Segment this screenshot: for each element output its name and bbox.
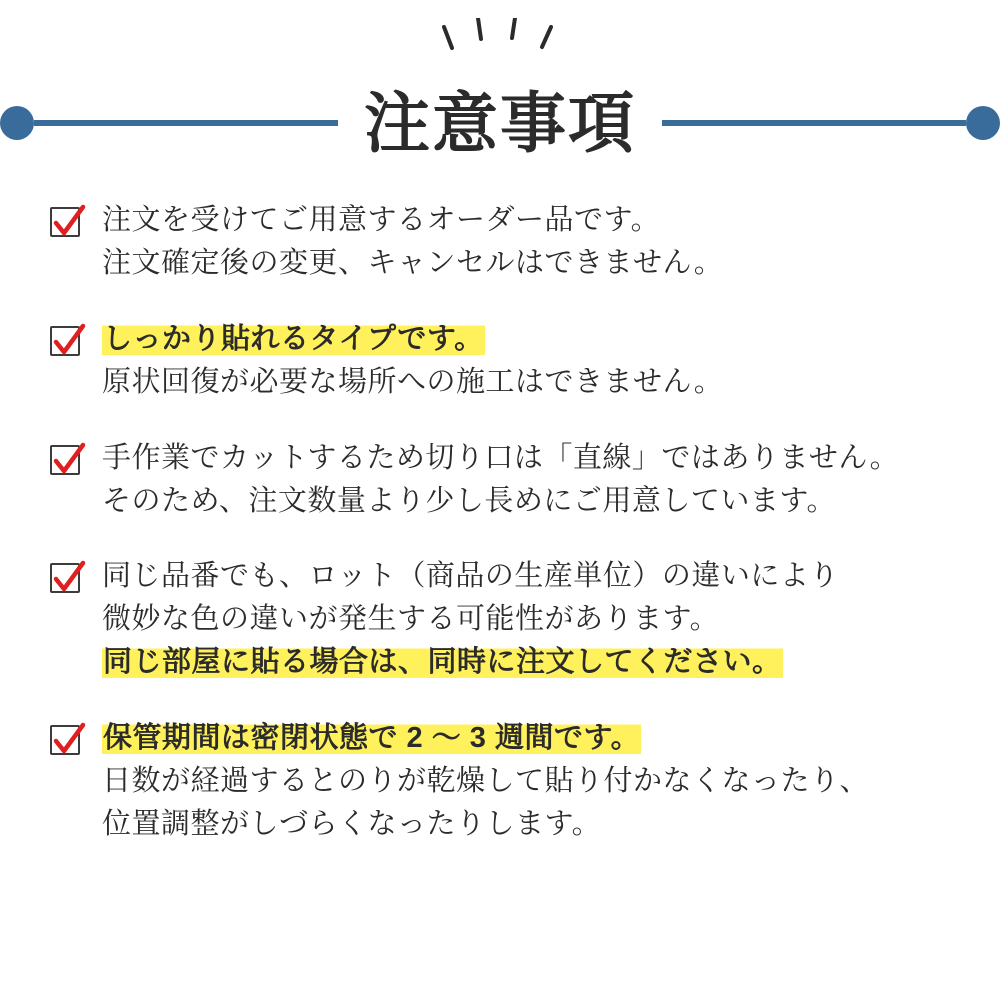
note-line — [102, 641, 960, 684]
list-item — [48, 717, 960, 846]
rule-line-right — [662, 120, 966, 126]
note-line — [102, 199, 960, 242]
rule-dot-left — [0, 106, 34, 140]
list-item — [48, 318, 960, 404]
notes-list — [0, 199, 1000, 846]
rule-dot-right — [966, 106, 1000, 140]
note-line — [102, 242, 960, 285]
note-line — [102, 760, 960, 803]
note-line — [102, 717, 960, 760]
note-text-block — [102, 437, 960, 523]
rule-line-left — [34, 120, 338, 126]
note-line — [102, 598, 960, 641]
list-item — [48, 555, 960, 684]
title-rule-row — [0, 78, 1000, 168]
note-line — [102, 480, 960, 523]
note-line-text: 注文確定後の変更、キャンセルはできません。 — [102, 246, 724, 279]
note-line-text: 注文を受けてご用意するオーダー品です。 — [102, 204, 661, 236]
list-item — [48, 199, 960, 285]
note-line-text-highlighted: しっかり貼れるタイプです。 — [103, 322, 484, 355]
checkbox-checked-icon — [48, 204, 86, 242]
note-line-text: 微妙な色の違いが発生する可能性があります。 — [102, 603, 720, 636]
note-line-text: 手作業でカットするため切り口は「直線」ではありません。 — [102, 441, 900, 474]
note-text-block — [102, 318, 960, 404]
note-line-text: 位置調整がしづらくなったりします。 — [102, 807, 602, 840]
note-text-block — [102, 717, 960, 846]
note-line-text-highlighted: 保管期間は密閉状態で 2 〜 3 週間です。 — [103, 722, 641, 755]
page-header — [0, 0, 1000, 185]
checkbox-checked-icon — [48, 560, 86, 598]
note-line — [102, 318, 960, 361]
sparkle-lines-icon — [0, 18, 1000, 68]
note-line-text: 原状回復が必要な場所への施工はできません。 — [102, 365, 724, 398]
note-line — [102, 437, 960, 480]
note-text-block — [102, 555, 960, 684]
note-line-text: 日数が経過するとのりが乾燥して貼り付かなくなったり、 — [102, 765, 870, 798]
list-item — [48, 437, 960, 523]
note-line — [102, 803, 960, 846]
page-title: 注意事項 — [364, 86, 636, 160]
checkbox-checked-icon — [48, 722, 86, 760]
note-line — [102, 555, 960, 598]
note-line-text-highlighted: 同じ部屋に貼る場合は、同時に注文してください。 — [103, 646, 782, 679]
note-line-text: そのため、注文数量より少し長めにご用意しています。 — [102, 484, 837, 517]
note-line — [102, 361, 960, 404]
note-line-text: 同じ品番でも、ロット（商品の生産単位）の違いにより — [102, 560, 839, 593]
checkbox-checked-icon — [48, 442, 86, 480]
note-text-block — [102, 199, 960, 285]
checkbox-checked-icon — [48, 323, 86, 361]
